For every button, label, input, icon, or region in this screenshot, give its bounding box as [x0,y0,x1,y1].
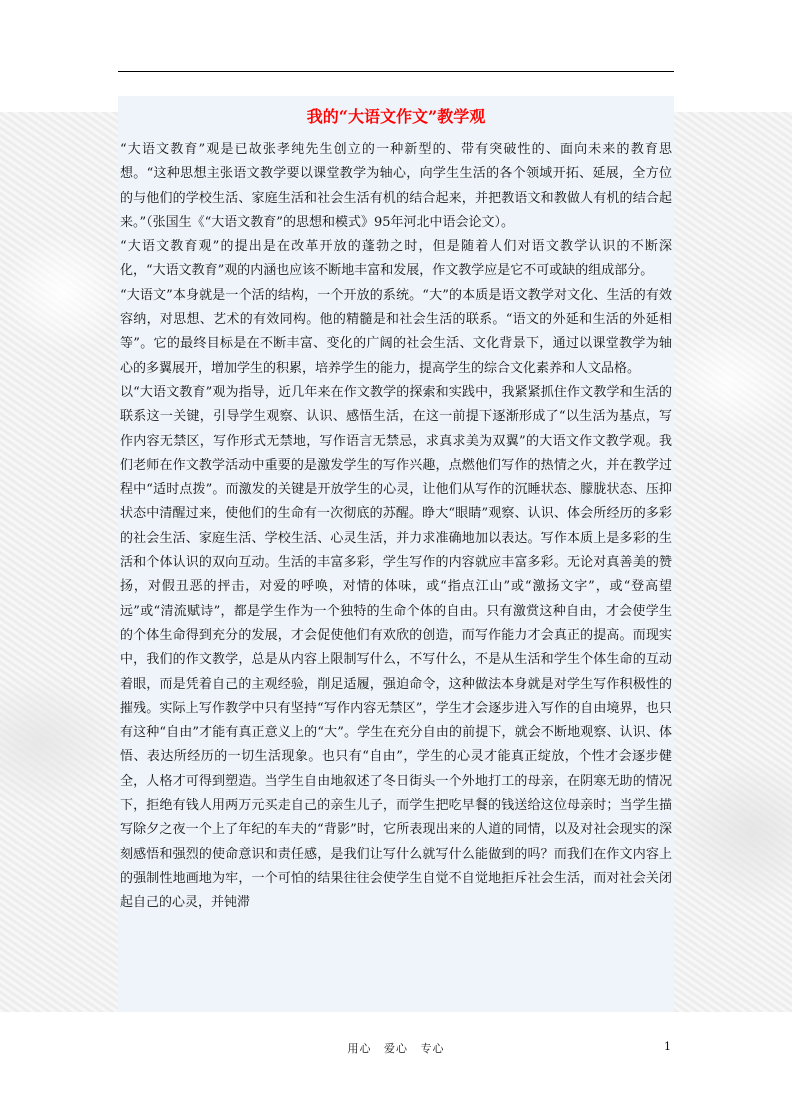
footer-motto: 用心 爱心 专心 [347,1042,445,1055]
paragraph-3: “大语文”本身就是一个活的结构，一个开放的系统。“大”的本质是语文教学对文化、生活的有效容纳，对思想、艺术的有效同构。他的精髓是和社会生活的联系。“语文的外延和生活的外延相等”。它的最终目标是在不断丰富、变化的广阔的社会生活、文化背景下，通过以课堂教学为轴心的多翼展开，增加学生的积累，培养学生的能力，提高学生的综合文化素养和人文品格。 [120,287,672,376]
paragraph-2: “大语文教育观”的提出是在改革开放的蓬勃之时，但是随着人们对语文教学认识的不断深化，“大语文教育”观的内涵也应该不断地丰富和发展，作文教学应是它不可或缺的组成部分。 [120,239,672,279]
document-title: 我的“大语文作文”教学观 [306,107,486,126]
paragraph-4: 以“大语文教育”观为指导，近几年来在作文教学的探索和实践中，我紧紧抓住作文教学和生活的联系这一关键，引导学生观察、认识、感悟生活，在这一前提下逐渐形成了“以生活为基点，写作内容无禁区，写作形式无禁地，写作语言无禁忌，求真求美为双翼”的大语文作文教学观。我们老师在作文教学活动中重要的是激发学生的写作兴趣，点燃他们写作的热情之火，并在教学过程中“适时点拨”。而激发的关键是开放学生的心灵，让他们从写作的沉睡状态、朦胧状态、压抑状态中清醒过来，使他们的生命有一次彻底的苏醒。睁大“眼睛”观察、认识、体会所经历的多彩的社会生活、家庭生活、学校生活、心灵生活，并力求准确地加以表达。写作本质上是多彩的生活和个体认识的双向互动。生活的丰富多彩，学生写作的内容就应丰富多彩。无论对真善美的赞扬，对假丑恶的抨击，对爱的呼唤，对情的体味，或“指点江山”或“激扬文字”，或“登高望远”或“清流赋诗”，都是学生作为一个独特的生命个体的自由。只有激赏这种自由，才会使学生的个体生命得到充分的发展，才会促使他们有欢欣的创造，而写作能力才会真正的提高。而现实中，我们的作文教学，总是从内容上限制写什么，不写什么，不是从生活和学生个体生命的互动着眼，而是凭着自己的主观经验，削足适履，强迫命令，这种做法本身就是对学生写作积极性的摧残。实际上写作教学中只有坚持“写作内容无禁区”，学生才会逐步进入写作的自由境界，也只有这种“自由”才能有真正意义上的“大”。学生在充分自由的前提下，就会不断地观察、认识、体悟、表达所经历的一切生活现象。也只有“自由”，学生的心灵才能真正绽放，个性才会逐步健全，人格才可得到塑造。当学生自由地叙述了冬日街头一个外地打工的母亲，在阴寒无助的情况下，拒绝有钱人用两万元买走自己的亲生儿子，而学生把吃早餐的钱送给这位母亲时；当学生描写除夕之夜一个上了年纪的车夫的“背影”时，它所表现出来的人道的同情，以及对社会现实的深刻感悟和强烈的使命意识和责任感，是我们让写什么就写什么能做到的吗？而我们在作文内容上的强制性地画地为牢，一个可怕的结果往往会使学生自觉不自觉地拒斥社会生活，而对社会关闭起自己的心灵，并钝滞 [120,384,672,911]
document-body [118,96,674,1012]
header-rule [118,71,674,72]
page-number: 1 [664,1040,671,1053]
paragraph-1: “大语文教育”观是已故张孝纯先生创立的一种新型的、带有突破性的、面向未来的教育思想。“这种思想主张语文教学要以课堂教学为轴心，向学生生活的各个领域开拓、延展，全方位的与他们的学校生活、家庭生活和社会生活有机的结合起来，并把教语文和教做人有机的结合起来。”（张国生《“大语文教育”的思想和模式》95年河北中语会论文）。 [120,142,672,230]
